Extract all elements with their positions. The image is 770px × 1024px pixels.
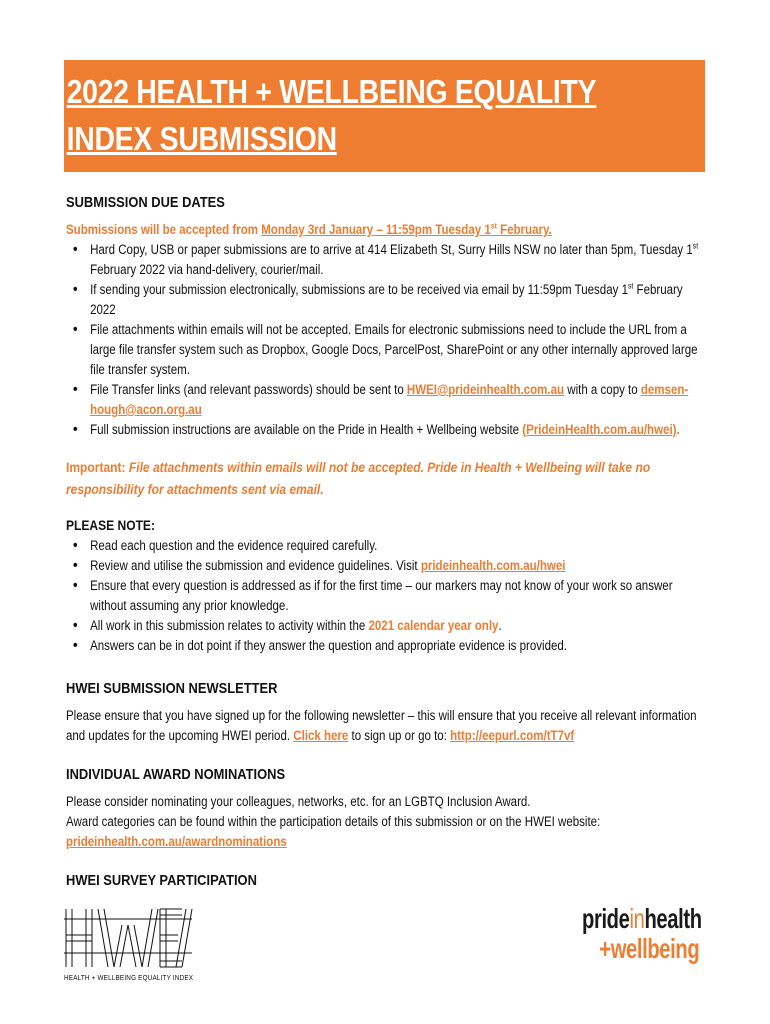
list-item: • Hard Copy, USB or paper submissions are to arrive at 414 Elizabeth St, Surry Hills NSW no later than 5pm, Tuesday 1st February 2022 via hand-delivery, courier/mail. <box>90 240 706 280</box>
due-dates-heading: SUBMISSION DUE DATES <box>66 194 225 211</box>
accepted-date-range <box>261 222 552 237</box>
page-title <box>64 60 615 162</box>
awards-line-2: Award categories can be found within the participation details of this submission or on the HWEI website: <box>66 814 601 829</box>
title-line-2: INDEX SUBMISSION <box>66 120 337 157</box>
title-line-1: 2022 HEALTH + WELLBEING EQUALITY <box>66 73 597 110</box>
hwei-logo-mark <box>64 905 194 971</box>
pride-in-health-wellbeing-logo <box>582 904 712 976</box>
due-dates-list <box>66 240 706 440</box>
list-item: • If sending your submission electronically, submissions are to be received via email by 11:59pm Tuesday 1st February 2022 <box>90 280 706 320</box>
title-banner <box>64 60 705 172</box>
list-item: • Ensure that every question is addressed as if for the first time – our markers may not know of your work so answer without assuming any prior knowledge. <box>90 576 706 616</box>
important-text: File attachments within emails will not be accepted. Pride in Health + Wellbeing will take no responsibility for attachments sent via email. <box>66 459 651 497</box>
list-item: • All work in this submission relates to activity within the 2021 calendar year only. <box>90 616 706 636</box>
accepted-dates-line <box>66 220 706 240</box>
newsletter-text: Please ensure that you have signed up for the following newsletter – this will ensure that you receive all relevant information and updates for the upcoming HWEI period. Click here to sign up or go to: http://eepurl.com/tT7vf <box>66 708 697 743</box>
list-item: • File attachments within emails will not be accepted. Emails for electronic submissions need to include the URL from a large file transfer system such as Dropbox, Google Docs, ParcelPost, SharePoint or any other internally approved large file transfer system. <box>90 320 706 380</box>
awards-line-1: Please consider nominating your colleagues, networks, etc. for an LGBTQ Inclusion Award. <box>66 794 531 809</box>
demsen-email-link[interactable]: demsen-hough@acon.org.au <box>90 382 689 417</box>
hwei-website-link[interactable]: (PrideinHealth.com.au/hwei) <box>522 422 677 437</box>
newsletter-heading: HWEI SUBMISSION NEWSLETTER <box>66 680 278 697</box>
important-lead: Important: <box>66 459 129 475</box>
hwei-logo-caption: HEALTH + WELLBEING EQUALITY INDEX <box>64 973 194 982</box>
survey-heading: HWEI SURVEY PARTICIPATION <box>66 872 257 889</box>
guidelines-link[interactable]: prideinhealth.com.au/hwei <box>420 558 566 573</box>
newsletter-url-link[interactable]: http://eepurl.com/tT7vf <box>450 728 575 743</box>
click-here-link[interactable]: Click here <box>293 728 349 743</box>
hwei-logo <box>64 905 194 987</box>
award-nominations-link[interactable]: prideinhealth.com.au/awardnominations <box>66 834 287 849</box>
accepted-prefix: Submissions will be accepted from <box>66 222 262 237</box>
accepted-from: Monday 3rd January – 11:59pm Tuesday 1 <box>261 222 491 237</box>
logo-line-1: prideinhealth <box>582 903 702 934</box>
logo-line-2: +wellbeing <box>599 933 700 964</box>
accepted-sup: st <box>490 221 497 231</box>
list-item: • Review and utilise the submission and evidence guidelines. Visit prideinhealth.com.au/hwei <box>90 556 706 576</box>
document-body <box>66 192 699 892</box>
awards-heading: INDIVIDUAL AWARD NOMINATIONS <box>66 766 286 783</box>
please-note-list <box>66 536 706 656</box>
calendar-year-highlight: 2021 calendar year only <box>368 618 499 633</box>
please-note-heading: PLEASE NOTE: <box>66 517 155 533</box>
list-item: • Read each question and the evidence required carefully. <box>90 536 706 556</box>
list-item: • Full submission instructions are available on the Pride in Health + Wellbeing website (PrideinHealth.com.au/hwei). <box>90 420 706 440</box>
list-item: • File Transfer links (and relevant passwords) should be sent to HWEI@prideinhealth.com.au with a copy to demsen-hough@acon.org.au <box>90 380 706 420</box>
hwei-email-link[interactable]: HWEI@prideinhealth.com.au <box>406 382 565 397</box>
list-item: • Answers can be in dot point if they answer the question and appropriate evidence is provided. <box>90 636 706 656</box>
important-notice <box>66 456 706 500</box>
accepted-to: February. <box>496 222 552 237</box>
